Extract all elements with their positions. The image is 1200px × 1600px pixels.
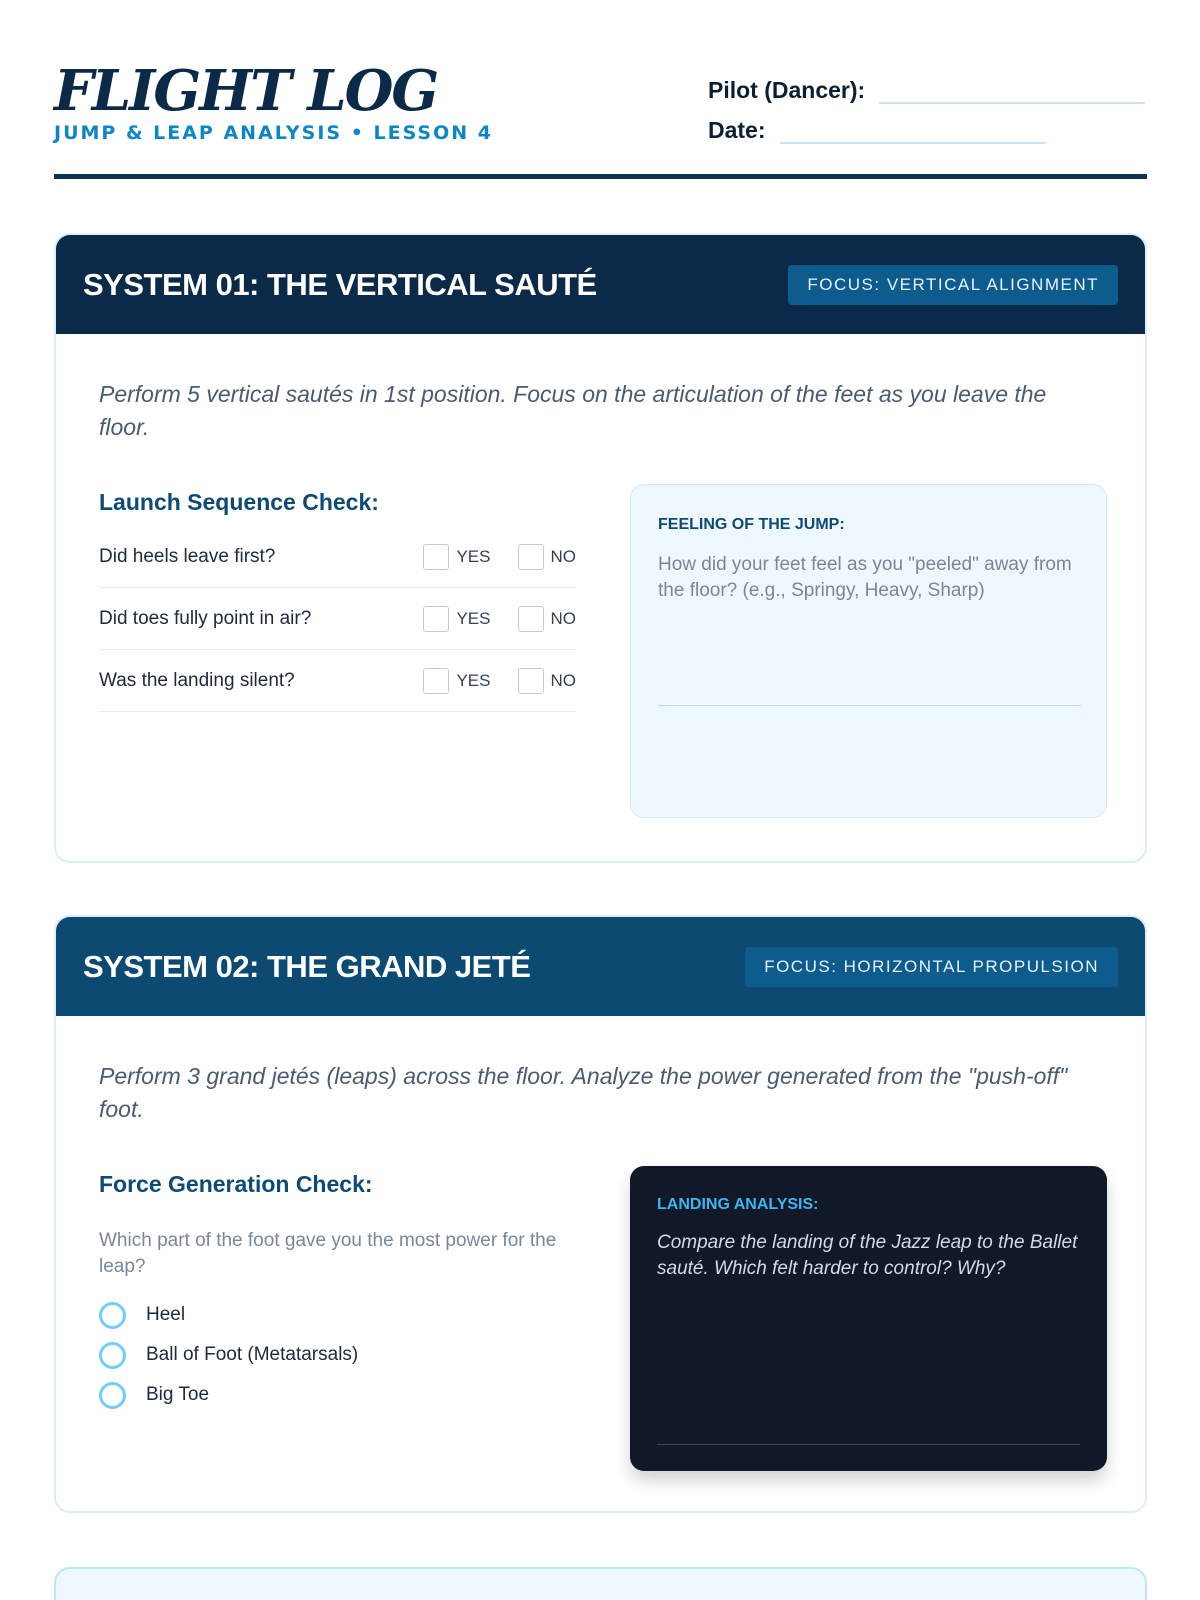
yes-label: YES bbox=[456, 670, 491, 690]
page-title: FLIGHT LOG bbox=[54, 58, 438, 124]
date-label: Date: bbox=[708, 117, 766, 143]
pilot-field bbox=[708, 77, 1145, 104]
radio-button[interactable] bbox=[99, 1342, 126, 1369]
pilot-input-line[interactable] bbox=[879, 78, 1145, 104]
landing-answer-line[interactable] bbox=[657, 1444, 1080, 1445]
landing-label: LANDING ANALYSIS: bbox=[657, 1196, 819, 1213]
yes-checkbox[interactable] bbox=[423, 606, 449, 632]
feeling-hint: How did your feet feel as you "peeled" away from the floor? (e.g., Springy, Heavy, Sharp) bbox=[658, 554, 1072, 601]
feeling-answer-line[interactable] bbox=[658, 705, 1081, 706]
yes-option bbox=[423, 544, 490, 570]
launch-sequence-title: Launch Sequence Check: bbox=[99, 489, 379, 515]
no-label: NO bbox=[550, 546, 576, 566]
pilot-label: Pilot (Dancer): bbox=[708, 77, 866, 103]
no-checkbox[interactable] bbox=[518, 544, 544, 570]
feeling-label: FEELING OF THE JUMP: bbox=[658, 516, 845, 533]
check-row bbox=[99, 650, 576, 712]
check-question: Did heels leave first? bbox=[99, 545, 276, 567]
page-subtitle: JUMP & LEAP ANALYSIS • LESSON 4 bbox=[54, 122, 493, 144]
no-checkbox[interactable] bbox=[518, 606, 544, 632]
date-input-line[interactable] bbox=[780, 118, 1046, 144]
radio-button[interactable] bbox=[99, 1382, 126, 1409]
feeling-of-jump-panel bbox=[630, 484, 1107, 818]
system-02-header bbox=[56, 917, 1145, 1016]
radio-option[interactable] bbox=[99, 1375, 358, 1415]
system-03-card-partial bbox=[54, 1567, 1147, 1600]
yes-option bbox=[423, 668, 490, 694]
system-01-card bbox=[54, 233, 1147, 863]
yes-checkbox[interactable] bbox=[423, 544, 449, 570]
system-02-focus-badge: FOCUS: HORIZONTAL PROPULSION bbox=[745, 947, 1118, 987]
landing-prompt: Compare the landing of the Jazz leap to the Ballet sauté. Which felt harder to control? Why? bbox=[657, 1232, 1078, 1279]
system-01-focus-badge: FOCUS: VERTICAL ALIGNMENT bbox=[788, 265, 1118, 305]
no-option bbox=[518, 606, 577, 632]
system-02-card bbox=[54, 915, 1147, 1513]
system-02-instructions: Perform 3 grand jetés (leaps) across the floor. Analyze the power generated from the "push-off" foot. bbox=[99, 1063, 1068, 1122]
radio-button[interactable] bbox=[99, 1302, 126, 1329]
system-02-title: SYSTEM 02: THE GRAND JETÉ bbox=[83, 948, 531, 984]
check-row bbox=[99, 588, 576, 650]
foot-part-options bbox=[99, 1295, 358, 1415]
force-question: Which part of the foot gave you the most power for the leap? bbox=[99, 1230, 557, 1277]
date-field bbox=[708, 117, 1046, 144]
system-01-header bbox=[56, 235, 1145, 334]
yes-label: YES bbox=[456, 546, 491, 566]
launch-sequence-checklist bbox=[99, 526, 576, 712]
radio-option[interactable] bbox=[99, 1295, 358, 1335]
page-header bbox=[54, 58, 1147, 182]
no-label: NO bbox=[550, 670, 576, 690]
no-checkbox[interactable] bbox=[518, 668, 544, 694]
force-generation-title: Force Generation Check: bbox=[99, 1171, 373, 1197]
no-option bbox=[518, 544, 577, 570]
radio-label: Big Toe bbox=[146, 1384, 210, 1405]
yes-checkbox[interactable] bbox=[423, 668, 449, 694]
no-label: NO bbox=[550, 608, 576, 628]
radio-label: Ball of Foot (Metatarsals) bbox=[146, 1344, 359, 1365]
yes-option bbox=[423, 606, 490, 632]
radio-label: Heel bbox=[146, 1304, 186, 1325]
yes-label: YES bbox=[456, 608, 491, 628]
system-01-title: SYSTEM 01: THE VERTICAL SAUTÉ bbox=[83, 266, 597, 302]
check-question: Did toes fully point in air? bbox=[99, 607, 312, 629]
landing-analysis-panel bbox=[630, 1166, 1107, 1471]
check-row bbox=[99, 526, 576, 588]
radio-option[interactable] bbox=[99, 1335, 358, 1375]
system-01-instructions: Perform 5 vertical sautés in 1st position. Focus on the articulation of the feet as you leave the floor. bbox=[99, 381, 1047, 440]
header-divider bbox=[54, 174, 1147, 179]
no-option bbox=[518, 668, 577, 694]
check-question: Was the landing silent? bbox=[99, 669, 295, 691]
